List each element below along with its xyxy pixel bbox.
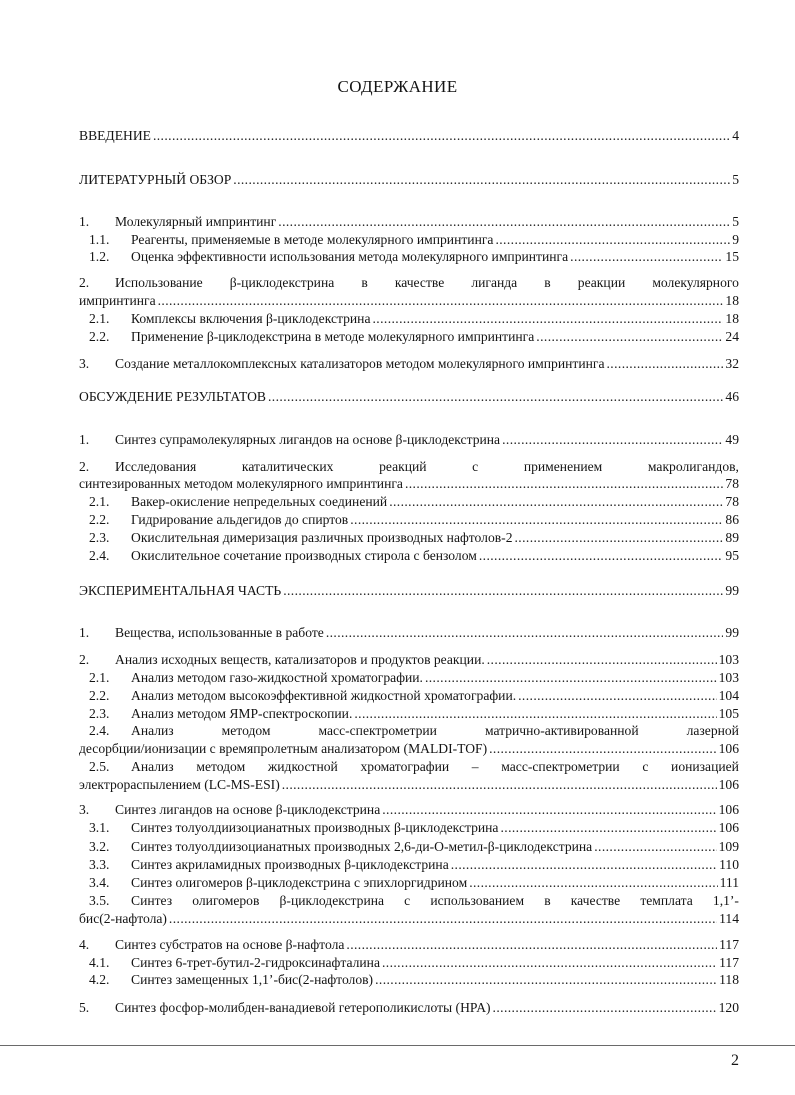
toc-word: с <box>642 759 649 774</box>
toc-word: применением <box>523 459 603 474</box>
toc-word: использованием <box>430 893 525 908</box>
toc-leader-dots <box>278 214 730 230</box>
toc-entry-title: Гидрирование альдегидов до спиртов <box>131 512 349 527</box>
toc-leader-dots <box>518 688 716 704</box>
toc-entry-title: Синтез супрамолекулярных лигандов на основе β-циклодекстрина <box>115 432 501 447</box>
toc-entry-title: Анализ методом ЯМР-спектроскопии. <box>131 706 353 721</box>
toc-entry-title: Синтез толуолдиизоцианатных производных 2,6-ди-О-метил-β-циклодекстрина <box>131 839 593 854</box>
toc-entry-first-line[interactable] <box>79 759 739 775</box>
toc-entry[interactable] <box>79 214 739 230</box>
toc-entry[interactable] <box>79 329 739 345</box>
toc-leader-dots <box>158 293 724 309</box>
toc-entry[interactable] <box>79 311 739 327</box>
toc-entry-page: 103 <box>718 652 739 667</box>
toc-entry[interactable] <box>79 530 739 546</box>
toc-entry-title: Синтез замещенных 1,1’-бис(2-нафтолов) <box>131 972 374 987</box>
toc-entry-number: 2. <box>79 275 90 290</box>
toc-word: качестве <box>394 275 445 290</box>
toc-entry-page: 5 <box>732 214 739 229</box>
toc-leader-dots <box>594 839 716 855</box>
toc-entry[interactable] <box>79 293 739 309</box>
toc-leader-dots <box>375 972 717 988</box>
toc-word: реакции <box>577 275 626 290</box>
toc-entry[interactable] <box>79 652 739 668</box>
toc-leader-dots <box>405 476 723 492</box>
toc-word: олигомеров <box>192 893 260 908</box>
toc-entry-title: Анализ методом газо-жидкостной хроматографии. <box>131 670 423 685</box>
toc-entry-number: 2.1. <box>89 494 110 509</box>
toc-entry-page: 109 <box>718 839 739 854</box>
toc-leader-dots <box>354 706 716 722</box>
toc-entry[interactable] <box>79 249 739 265</box>
toc-word: жидкостной <box>267 759 338 774</box>
toc-leader-dots <box>451 857 717 873</box>
toc-entry-number: 2.3. <box>89 706 110 721</box>
toc-word: в <box>361 275 368 290</box>
toc-entry-page: 15 <box>725 249 739 264</box>
toc-entry-page: 99 <box>725 583 739 598</box>
toc-entry-page: 18 <box>725 311 739 326</box>
toc-entry-page: 103 <box>718 670 739 685</box>
toc-entry[interactable] <box>79 972 739 988</box>
toc-entry-literature-review[interactable] <box>79 172 739 188</box>
toc-word: реакций <box>379 459 427 474</box>
toc-entry-number: 2. <box>79 459 90 474</box>
toc-entry-title: Вакер-окисление непредельных соединений <box>131 494 388 509</box>
toc-word: – <box>471 759 479 774</box>
toc-entry-title: Окислительная димеризация различных производных нафтолов-2 <box>131 530 513 545</box>
toc-entry-title: импринтинга <box>79 293 156 308</box>
toc-entry[interactable] <box>79 820 739 836</box>
toc-leader-dots <box>283 583 723 599</box>
toc-leader-dots <box>382 802 716 818</box>
page-title: СОДЕРЖАНИЕ <box>337 77 458 96</box>
toc-entry-title: Молекулярный импринтинг <box>115 214 277 229</box>
toc-entry-page: 106 <box>718 802 739 817</box>
toc-entry-number: 2.2. <box>89 512 110 527</box>
toc-leader-dots <box>373 311 724 327</box>
toc-entry-title: бис(2-нафтола) <box>79 911 167 926</box>
toc-entry-page: 117 <box>719 955 739 970</box>
toc-leader-dots <box>607 356 724 372</box>
toc-entry-page: 46 <box>725 389 739 404</box>
toc-entry-number: 3.2. <box>89 839 110 854</box>
toc-leader-dots <box>515 530 724 546</box>
toc-leader-dots <box>346 937 717 953</box>
toc-entry[interactable] <box>79 911 739 927</box>
toc-word: масс-спектрометрии <box>318 723 437 738</box>
toc-entry-page: 106 <box>718 741 739 756</box>
toc-leader-dots <box>570 249 723 265</box>
toc-entry-page: 95 <box>725 548 739 563</box>
toc-entry-page: 105 <box>718 706 739 721</box>
toc-entry-page: 99 <box>725 625 739 640</box>
toc-entry-title: Комплексы включения β-циклодекстрина <box>131 311 371 326</box>
toc-entry[interactable] <box>79 494 739 510</box>
toc-entry[interactable] <box>79 839 739 855</box>
toc-entry-page: 114 <box>719 911 739 926</box>
toc-entry-number: 2.2. <box>89 329 110 344</box>
toc-entry-title: электрораспылением (LC-MS-ESI) <box>79 777 280 792</box>
toc-entry-title: Синтез толуолдиизоцианатных производных β-циклодекстрина <box>131 820 499 835</box>
toc-entry-number: 2.1. <box>89 670 110 685</box>
toc-entry-number: 3. <box>79 356 90 371</box>
toc-entry-title: Анализ исходных веществ, катализаторов и продуктов реакции. <box>115 652 485 667</box>
toc-entry-title: ВВЕДЕНИЕ <box>79 128 151 143</box>
toc-word: Анализ <box>131 723 174 738</box>
toc-entry-page: 86 <box>725 512 739 527</box>
toc-entry-title: Синтез лигандов на основе β-циклодекстрина <box>115 802 381 817</box>
toc-entry-title: Синтез 6-трет-бутил-2-гидроксинафталина <box>131 955 380 970</box>
toc-word: каталитических <box>241 459 334 474</box>
toc-entry-number: 4. <box>79 937 90 952</box>
toc-entry-title: ЛИТЕРАТУРНЫЙ ОБЗОР <box>79 172 232 187</box>
toc-entry-page: 106 <box>718 820 739 835</box>
toc-entry-number: 1.1. <box>89 232 110 247</box>
toc-word: Исследования <box>115 459 197 474</box>
toc-word: в <box>544 275 551 290</box>
toc-entry[interactable] <box>79 741 739 757</box>
toc-entry-page: 9 <box>732 232 739 247</box>
toc-entry-title: Применение β-циклодекстрина в методе молекулярного импринтинга <box>131 329 535 344</box>
toc-leader-dots <box>502 432 723 448</box>
toc-entry-number: 3. <box>79 802 90 817</box>
toc-entry-title: Анализ методом высокоэффективной жидкостной хроматографии. <box>131 688 517 703</box>
toc-entry-number: 3.4. <box>89 875 110 890</box>
toc-entry-title: ОБСУЖДЕНИЕ РЕЗУЛЬТАТОВ <box>79 389 266 404</box>
toc-entry-number: 5. <box>79 1000 90 1015</box>
toc-word: лиганда <box>471 275 518 290</box>
toc-entry-page: 5 <box>732 172 739 187</box>
toc-entry-page: 118 <box>719 972 739 987</box>
toc-entry-experimental[interactable] <box>79 583 739 599</box>
toc-entry-title: ЭКСПЕРИМЕНТАЛЬНАЯ ЧАСТЬ <box>79 583 282 598</box>
toc-leader-dots <box>487 652 717 668</box>
toc-entry-number: 2.5. <box>89 759 110 774</box>
toc-entry-page: 18 <box>725 293 739 308</box>
toc-word: 1,1’- <box>712 893 739 908</box>
toc-word: Использование <box>115 275 203 290</box>
toc-entry-page: 32 <box>725 356 739 371</box>
toc-entry-number: 1.2. <box>89 249 110 264</box>
toc-entry[interactable] <box>79 476 739 492</box>
toc-leader-dots <box>382 955 717 971</box>
toc-entry-first-line[interactable] <box>79 459 739 475</box>
toc-entry-number: 2.1. <box>89 311 110 326</box>
toc-entry-number: 4.1. <box>89 955 110 970</box>
toc-entry[interactable] <box>79 706 739 722</box>
toc-entry-page: 89 <box>725 530 739 545</box>
toc-leader-dots <box>536 329 723 345</box>
toc-entry-title: десорбции/ионизации с времяпролетным анализатором (MALDI-TOF) <box>79 741 488 756</box>
toc-entry-page: 111 <box>719 875 739 890</box>
toc-leader-dots <box>153 128 730 144</box>
toc-entry[interactable] <box>79 777 739 793</box>
toc-entry-title: Синтез олигомеров β-циклодекстрина с эпихлоргидрином <box>131 875 468 890</box>
toc-leader-dots <box>500 820 716 836</box>
toc-leader-dots <box>350 512 723 528</box>
toc-entry-number: 2.4. <box>89 723 110 738</box>
toc-entry[interactable] <box>79 356 739 372</box>
toc-entry-first-line[interactable] <box>79 723 739 739</box>
toc-entry-page: 106 <box>718 777 739 792</box>
toc-leader-dots <box>282 777 717 793</box>
toc-entry-title: Реагенты, применяемые в методе молекулярного импринтинга <box>131 232 494 247</box>
toc-word: хроматографии <box>360 759 450 774</box>
toc-word: в <box>544 893 551 908</box>
toc-entry-number: 2. <box>79 652 90 667</box>
page-number: 2 <box>731 1052 739 1069</box>
toc-leader-dots <box>389 494 723 510</box>
toc-leader-dots <box>479 548 724 564</box>
toc-entry[interactable] <box>79 625 739 641</box>
toc-entry[interactable] <box>79 937 739 953</box>
toc-entry-title: синтезированных методом молекулярного импринтинга <box>79 476 403 491</box>
toc-entry-page: 78 <box>725 476 739 491</box>
toc-entry-title: Синтез фосфор-молибден-ванадиевой гетерополикислоты (HPA) <box>115 1000 491 1015</box>
toc-word: лазерной <box>686 723 739 738</box>
toc-entry-introduction[interactable] <box>79 128 739 144</box>
toc-leader-dots <box>233 172 730 188</box>
toc-entry-number: 2.3. <box>89 530 110 545</box>
toc-entry-number: 4.2. <box>89 972 110 987</box>
toc-leader-dots <box>469 875 717 891</box>
toc-entry[interactable] <box>79 670 739 686</box>
toc-entry-discussion[interactable] <box>79 389 739 405</box>
toc-leader-dots <box>489 741 717 757</box>
toc-word: молекулярного <box>652 275 739 290</box>
toc-word: Анализ <box>131 759 174 774</box>
toc-leader-dots <box>495 232 730 248</box>
toc-word: качестве <box>570 893 621 908</box>
toc-entry[interactable] <box>79 512 739 528</box>
toc-entry-number: 2.2. <box>89 688 110 703</box>
toc-entry[interactable] <box>79 232 739 248</box>
toc-word: с <box>404 893 411 908</box>
toc-word: β-циклодекстрина <box>229 275 335 290</box>
toc-entry-title: Создание металлокомплексных катализаторов методом молекулярного импринтинга <box>115 356 605 371</box>
toc-entry-page: 49 <box>725 432 739 447</box>
toc-entry-number: 3.5. <box>89 893 110 908</box>
toc-entry-number: 3.3. <box>89 857 110 872</box>
toc-entry-page: 110 <box>719 857 739 872</box>
toc-entry-page: 24 <box>725 329 739 344</box>
toc-entry[interactable] <box>79 548 739 564</box>
toc-entry-page: 104 <box>718 688 739 703</box>
toc-entry-title: Вещества, использованные в работе <box>115 625 324 640</box>
toc-entry-page: 120 <box>718 1000 739 1015</box>
toc-entry[interactable] <box>79 1000 739 1016</box>
toc-word: с <box>472 459 479 474</box>
toc-leader-dots <box>493 1000 717 1016</box>
toc-word: Синтез <box>131 893 173 908</box>
toc-leader-dots <box>169 911 717 927</box>
toc-word: матрично-активированной <box>484 723 639 738</box>
toc-entry-title: Оценка эффективности использования метода молекулярного импринтинга <box>131 249 569 264</box>
toc-entry-page: 117 <box>719 937 739 952</box>
toc-entry-number: 3.1. <box>89 820 110 835</box>
toc-word: ионизацией <box>671 759 739 774</box>
toc-entry[interactable] <box>79 955 739 971</box>
toc-leader-dots <box>425 670 717 686</box>
footer-divider <box>0 1045 795 1046</box>
toc-word: масс-спектрометрии <box>501 759 620 774</box>
toc-entry-title: Синтез субстратов на основе β-нафтола <box>115 937 345 952</box>
toc-entry-page: 4 <box>732 128 739 143</box>
toc-entry[interactable] <box>79 432 739 448</box>
toc-leader-dots <box>268 389 723 405</box>
toc-entry-number: 2.4. <box>89 548 110 563</box>
toc-entry[interactable] <box>79 857 739 873</box>
toc-word: темплата <box>640 893 693 908</box>
toc-entry-title: Синтез акриламидных производных β-циклодекстрина <box>131 857 449 872</box>
toc-entry[interactable] <box>79 875 739 891</box>
toc-entry[interactable] <box>79 802 739 818</box>
toc-entry[interactable] <box>79 688 739 704</box>
toc-word: β-циклодекстрина <box>279 893 385 908</box>
toc-entry-page: 78 <box>725 494 739 509</box>
toc-word: методом <box>196 759 246 774</box>
toc-entry-first-line[interactable] <box>79 893 739 909</box>
toc-leader-dots <box>326 625 724 641</box>
toc-entry-number: 1. <box>79 625 90 640</box>
toc-entry-first-line[interactable] <box>79 275 739 291</box>
toc-word: макролигандов, <box>647 459 739 474</box>
toc-word: методом <box>221 723 271 738</box>
toc-entry-number: 1. <box>79 214 90 229</box>
toc-entry-title: Окислительное сочетание производных стирола с бензолом <box>131 548 477 563</box>
toc-entry-number: 1. <box>79 432 90 447</box>
